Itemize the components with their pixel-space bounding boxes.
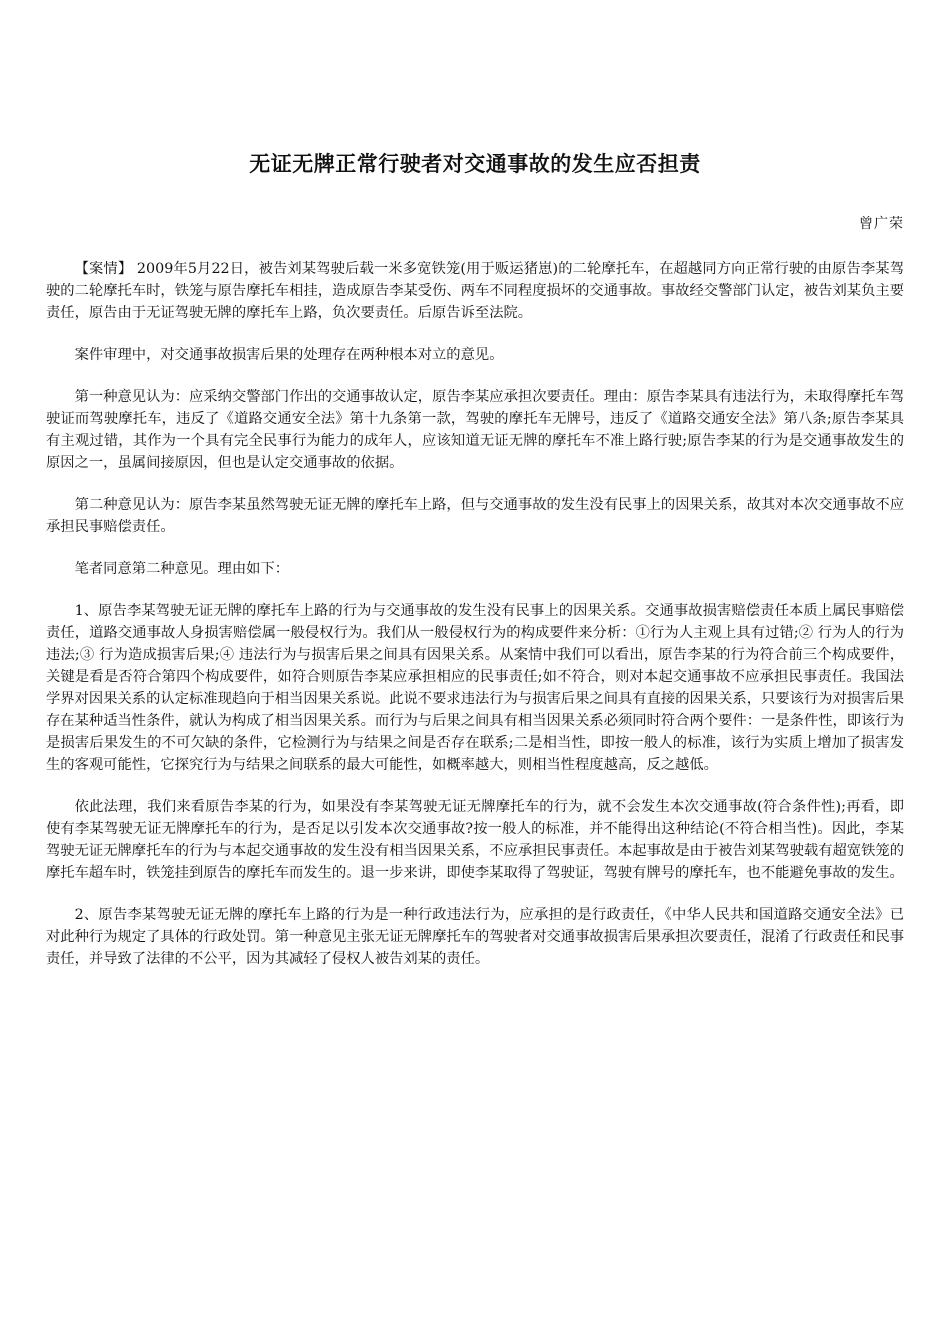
document-title: 无证无牌正常行驶者对交通事故的发生应否担责 bbox=[249, 151, 701, 176]
paragraph-8: 2、原告李某驾驶无证无牌的摩托车上路的行为是一种行政违法行为，应承担的是行政责任，《中华人民共和国道路交通安全法》已对此种行为规定了具体的行政处罚。第一种意见主张无证无牌摩托车的驾驶者对交通事故损害后果承担次要责任，混淆了行政责任和民事责任，并导致了法律的不公平，因为其减轻了侵权人被告刘某的责任。 bbox=[46, 907, 904, 967]
document-body bbox=[46, 258, 904, 990]
paragraph-case bbox=[46, 258, 904, 324]
paragraph-4: 第二种意见认为：原告李某虽然驾驶无证无牌的摩托车上路，但与交通事故的发生没有民事上的因果关系，故其对本次交通事故不应承担民事赔偿责任。 bbox=[46, 497, 904, 535]
paragraph-3: 第一种意见认为：应采纳交警部门作出的交通事故认定，原告李某应承担次要责任。理由：原告李某具有违法行为，未取得摩托车驾驶证而驾驶摩托车，违反了《道路交通安全法》第十九条第一款，驾驶的摩托车无牌号，违反了《道路交通安全法》第八条;原告李某具有主观过错，其作为一个具有完全民事行为能力的成年人，应该知道无证无牌的摩托车不准上路行驶;原告李某的行为是交通事故发生的原因之一，虽属间接原因，但也是认定交通事故的依据。 bbox=[46, 389, 904, 471]
paragraph-5: 笔者同意第二种意见。理由如下： bbox=[74, 561, 290, 577]
paragraph-2: 案件审理中，对交通事故损害后果的处理存在两种根本对立的意见。 bbox=[74, 347, 504, 363]
document-author: 曾广荣 bbox=[859, 216, 904, 232]
paragraph-6: 1、原告李某驾驶无证无牌的摩托车上路的行为与交通事故的发生没有民事上的因果关系。交通事故损害赔偿责任本质上属民事赔偿责任，道路交通事故人身损害赔偿属一般侵权行为。我们从一般侵权行为的构成要件来分析：①行为人主观上具有过错;② 行为人的行为违法;③ 行为造成损害后果;④ 违法行为与损害后果之间具有因果关系。从案情中我们可以看出，原告李某的行为符合前三个构成要件，关键是看是否符合第四个构成要件，如符合则原告李某应承担相应的民事责任;如不符合，则对本起交通事故不应承担民事责任。我国法学界对因果关系的认定标准现趋向于相当因果关系说。此说不要求违法行为与损害后果之间具有直接的因果关系，只要该行为对损害后果存在某种适当性条件，就认为构成了相当因果关系。而行为与后果之间具有相当因果关系必须同时符合两个要件：一是条件性，即该行为是损害后果发生的不可欠缺的条件，它检测行为与结果之间是否存在联系;二是相当性，即按一般人的标准，该行为实质上增加了损害发生的客观可能性，它探究行为与结果之间联系的最大可能性，如概率越大，则相当性程度越高，反之越低。 bbox=[46, 603, 904, 773]
case-label: 【案情】 bbox=[74, 261, 133, 277]
paragraph-7: 依此法理，我们来看原告李某的行为，如果没有李某驾驶无证无牌摩托车的行为，就不会发生本次交通事故(符合条件性);再看，即使有李某驾驶无证无牌摩托车的行为，是否足以引发本次交通事故?按一般人的标准，并不能得出这种结论(不符合相当性)。因此，李某驾驶无证无牌摩托车的行为与本起交通事故的发生没有相当因果关系，不应承担民事责任。本起事故是由于被告刘某驾驶载有超宽铁笼的摩托车超车时，铁笼挂到原告的摩托车而发生的。退一步来讲，即使李某取得了驾驶证，驾驶有牌号的摩托车，也不能避免事故的发生。 bbox=[46, 799, 904, 881]
paragraph-text: 2009年5月22日，被告刘某驾驶后载一米多宽铁笼(用于贩运猪崽)的二轮摩托车，在超越同方向正常行驶的由原告李某驾驶的二轮摩托车时，铁笼与原告摩托车相挂，造成原告李某受伤、两车不同程度损坏的交通事故。事故经交警部门认定，被告刘某负主要责任，原告由于无证驾驶无牌的摩托车上路，负次要责任。后原告诉至法院。 bbox=[46, 261, 904, 321]
